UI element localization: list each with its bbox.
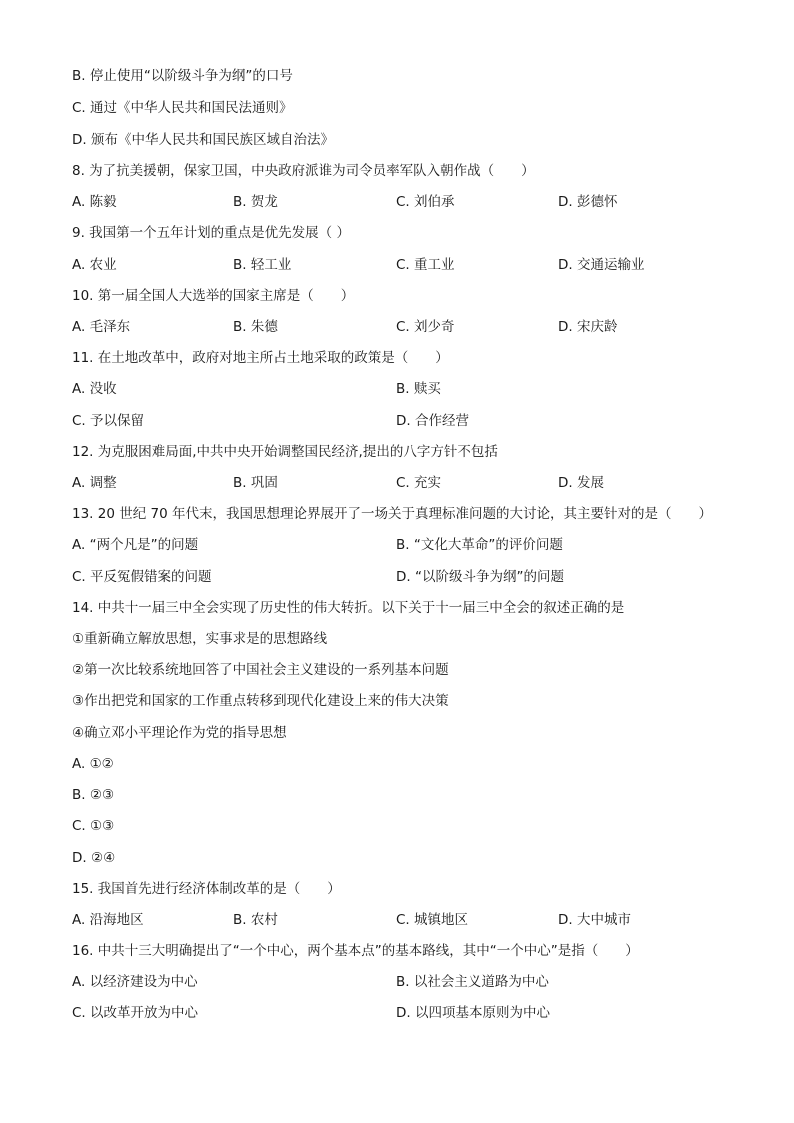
q7-option-d: D. 颁布《中华人民共和国民族区域自治法》 xyxy=(72,132,334,148)
q7-option-b: B. 停止使用“以阶级斗争为纲”的口号 xyxy=(72,68,293,84)
q10-option-d: D. 宋庆龄 xyxy=(558,319,618,335)
q9-option-b: B. 轻工业 xyxy=(233,257,292,273)
q8-option-b: B. 贺龙 xyxy=(233,194,278,210)
q13-option-d: D. “以阶级斗争为纲”的问题 xyxy=(396,569,564,585)
q11-option-d: D. 合作经营 xyxy=(396,413,469,429)
q8-option-d: D. 彭德怀 xyxy=(558,194,618,210)
q16-option-a: A. 以经济建设为中心 xyxy=(72,974,198,990)
q8-option-c: C. 刘伯承 xyxy=(396,194,455,210)
q13-option-c: C. 平反冤假错案的问题 xyxy=(72,569,212,585)
q16-option-d: D. 以四项基本原则为中心 xyxy=(396,1005,550,1021)
q13-option-a: A. “两个凡是”的问题 xyxy=(72,537,199,553)
q14-statement-4: ④确立邓小平理论作为党的指导思想 xyxy=(72,725,287,741)
q9-stem: 9. 我国第一个五年计划的重点是优先发展（ ） xyxy=(72,225,350,241)
q9-option-a: A. 农业 xyxy=(72,257,117,273)
q14-option-d: D. ②④ xyxy=(72,850,116,866)
q14-option-a: A. ①② xyxy=(72,756,114,772)
q13-option-b: B. “文化大革命”的评价问题 xyxy=(396,537,563,553)
q16-stem: 16. 中共十三大明确提出了“一个中心，两个基本点”的基本路线，其中“一个中心”是指（ ） xyxy=(72,943,639,959)
q12-option-b: B. 巩固 xyxy=(233,475,278,491)
q11-option-a: A. 没收 xyxy=(72,381,117,397)
q10-option-b: B. 朱德 xyxy=(233,319,278,335)
q16-option-b: B. 以社会主义道路为中心 xyxy=(396,974,549,990)
q15-stem: 15. 我国首先进行经济体制改革的是（ ） xyxy=(72,881,341,897)
q15-option-b: B. 农村 xyxy=(233,912,278,928)
q8-stem: 8. 为了抗美援朝，保家卫国，中央政府派谁为司令员率军队入朝作战（ ） xyxy=(72,163,535,179)
q14-statement-1: ①重新确立解放思想，实事求是的思想路线 xyxy=(72,631,328,647)
q11-option-c: C. 予以保留 xyxy=(72,413,145,429)
q12-stem: 12. 为克服困难局面,中共中央开始调整国民经济,提出的八字方针不包括 xyxy=(72,444,498,460)
q15-option-c: C. 城镇地区 xyxy=(396,912,469,928)
q14-statement-2: ②第一次比较系统地回答了中国社会主义建设的一系列基本问题 xyxy=(72,662,449,678)
q11-option-b: B. 赎买 xyxy=(396,381,441,397)
q14-option-b: B. ②③ xyxy=(72,787,115,803)
q14-statement-3: ③作出把党和国家的工作重点转移到现代化建设上来的伟大决策 xyxy=(72,693,449,709)
q10-option-c: C. 刘少奇 xyxy=(396,319,455,335)
q12-option-d: D. 发展 xyxy=(558,475,604,491)
q14-stem: 14. 中共十一届三中全会实现了历史性的伟大转折。以下关于十一届三中全会的叙述正确的是 xyxy=(72,600,625,616)
q11-stem: 11. 在土地改革中，政府对地主所占土地采取的政策是（ ） xyxy=(72,350,449,366)
q10-option-a: A. 毛泽东 xyxy=(72,319,131,335)
q9-option-d: D. 交通运输业 xyxy=(558,257,645,273)
q15-option-a: A. 沿海地区 xyxy=(72,912,144,928)
q12-option-c: C. 充实 xyxy=(396,475,442,491)
q12-option-a: A. 调整 xyxy=(72,475,117,491)
q9-option-c: C. 重工业 xyxy=(396,257,455,273)
q10-stem: 10. 第一届全国人大选举的国家主席是（ ） xyxy=(72,288,355,304)
q7-option-c: C. 通过《中华人民共和国民法通则》 xyxy=(72,100,293,116)
q14-option-c: C. ①③ xyxy=(72,818,115,834)
q15-option-d: D. 大中城市 xyxy=(558,912,631,928)
q13-stem: 13. 20 世纪 70 年代末，我国思想理论界展开了一场关于真理标准问题的大讨论，其主要针对的是（ ） xyxy=(72,506,712,522)
q16-option-c: C. 以改革开放为中心 xyxy=(72,1005,199,1021)
q8-option-a: A. 陈毅 xyxy=(72,194,117,210)
